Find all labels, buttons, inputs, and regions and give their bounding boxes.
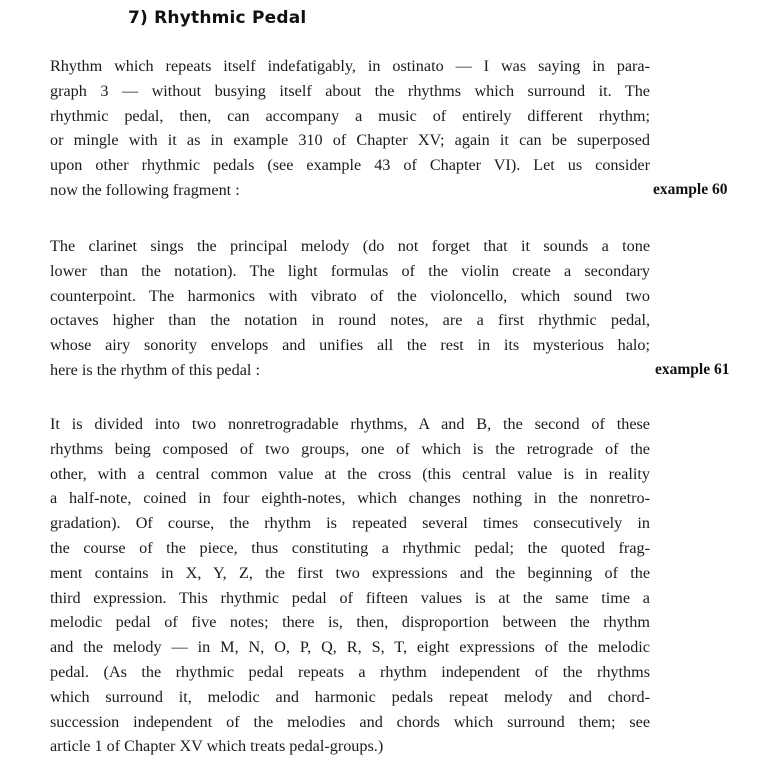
paragraph-line: The clarinet sings the principal melody (do not forget that it sounds a tone bbox=[50, 237, 650, 255]
paragraph-line: whose airy sonority envelops and unifies all the rest in its mysterious halo; bbox=[50, 336, 650, 355]
paragraph-line: which surround it, melodic and harmonic pedals repeat melody and chord- bbox=[50, 687, 650, 706]
paragraph-line: here is the rhythm of this pedal : bbox=[50, 360, 260, 379]
paragraph-line: third expression. This rhythmic pedal of fifteen values is at the same time a bbox=[50, 588, 650, 607]
paragraph-2 bbox=[50, 234, 650, 383]
paragraph-line: and the melody — in M, N, O, P, Q, R, S, T, eight expressions of the melodic bbox=[50, 638, 650, 657]
section-heading: 7) Rhythmic Pedal bbox=[128, 8, 307, 28]
paragraph-line: now the following fragment : bbox=[50, 180, 240, 199]
paragraph-line: It is divided into two nonretrogradable rhythms, A and B, the second of these bbox=[50, 415, 650, 433]
paragraph-line: other, with a central common value at the cross (this central value is in reality bbox=[50, 464, 650, 483]
paragraph-line: rhythms being composed of two groups, one of which is the retrograde of the bbox=[50, 439, 650, 458]
paragraph-line: graph 3 — without busying itself about the rhythms which surround it. The bbox=[50, 81, 650, 100]
paragraph-line: or mingle with it as in example 310 of Chapter XV; again it can be superposed bbox=[50, 131, 650, 150]
paragraph-3 bbox=[50, 412, 650, 759]
paragraph-line: a half-note, coined in four eighth-notes, which changes nothing in the nonretro- bbox=[50, 489, 650, 508]
paragraph-1 bbox=[50, 54, 650, 203]
paragraph-line: the course of the piece, thus constituting a rhythmic pedal; the quoted frag- bbox=[50, 538, 650, 557]
paragraph-line: ment contains in X, Y, Z, the first two expressions and the beginning of the bbox=[50, 563, 650, 582]
paragraph-line: Rhythm which repeats itself indefatigably, in ostinato — I was saying in para- bbox=[50, 57, 650, 75]
paragraph-line: octaves higher than the notation in round notes, are a first rhythmic pedal, bbox=[50, 311, 650, 330]
paragraph-line: upon other rhythmic pedals (see example 43 of Chapter VI). Let us consider bbox=[50, 156, 650, 175]
paragraph-line: lower than the notation). The light formulas of the violin create a secondary bbox=[50, 261, 650, 280]
paragraph-line: rhythmic pedal, then, can accompany a music of entirely different rhythm; bbox=[50, 106, 650, 125]
paragraph-line: gradation). Of course, the rhythm is repeated several times consecutively in bbox=[50, 514, 650, 533]
paragraph-line: melodic pedal of five notes; there is, then, disproportion between the rhythm bbox=[50, 613, 650, 632]
paragraph-line: counterpoint. The harmonics with vibrato of the violoncello, which sound two bbox=[50, 286, 650, 305]
paragraph-line: article 1 of Chapter XV which treats pedal-groups.) bbox=[50, 737, 384, 756]
example-reference: example 60 bbox=[653, 181, 728, 198]
example-reference: example 61 bbox=[655, 361, 730, 378]
paragraph-line: pedal. (As the rhythmic pedal repeats a rhythm independent of the rhythms bbox=[50, 662, 650, 681]
paragraph-line: succession independent of the melodies and chords which surround them; see bbox=[50, 712, 650, 731]
